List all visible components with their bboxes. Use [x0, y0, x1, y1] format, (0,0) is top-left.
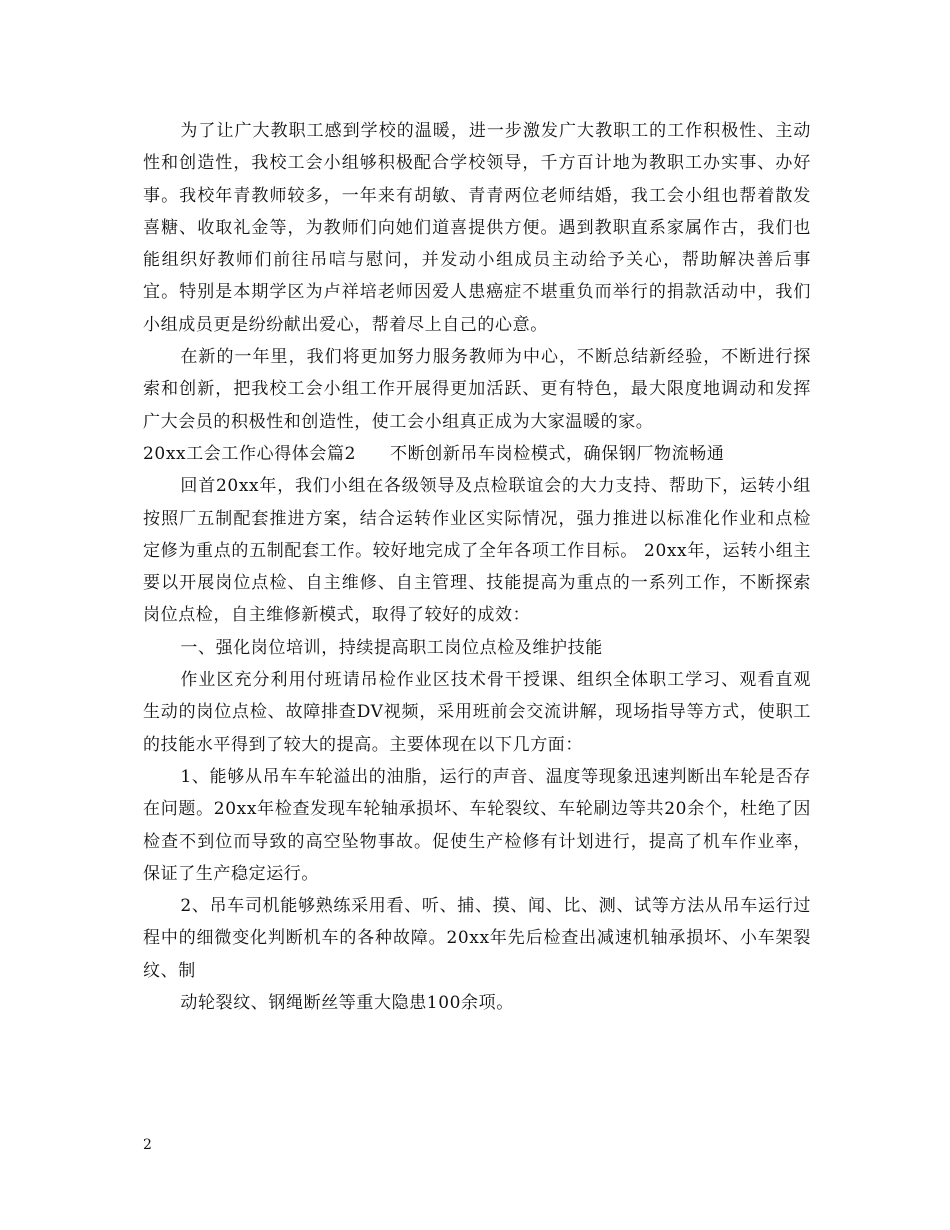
section-heading-subtitle: 不断创新吊车岗检模式，确保钢厂物流畅通	[390, 443, 725, 464]
paragraph-year-review: 回首20xx年，我们小组在各级领导及点检联谊会的大力支持、帮助下，运转小组按照厂五制配套推进方案，结合运转作业区实际情况，强力推进以标准化作业和点检定修为重点的五制配套工作。较好地完成了全年各项工作目标。 20xx年，运转小组主要以开展岗位点检、自主维修、自主管理、技能提高为重点的一系列工作，不断探索岗位点检，自主维修新模式，取得了较好的成效：	[143, 476, 811, 626]
paragraph-union-care: 为了让广大教职工感到学校的温暖，进一步激发广大教职工的工作积极性、主动性和创造性，我校工会小组够积极配合学校领导，千方百计地为教职工办实事、办好事。我校年青教师较多，一年来有胡敏、青青两位老师结婚，我工会小组也帮着散发喜糖、收取礼金等，为教师们向她们道喜提供方便。遇到教职直系家属作古，我们也能组织好教师们前往吊唁与慰问，并发动小组成员主动给予关心，帮助解决善后事宜。特别是本期学区为卢祥培老师因爱人患癌症不堪重负而举行的捐款活动中，我们小组成员更是纷纷献出爱心，帮着尽上自己的心意。	[143, 121, 811, 335]
paragraph-training: 作业区充分利用付班请吊检作业区技术骨干授课、组织全体职工学习、观看直观生动的岗位点检、故障排查DV视频，采用班前会交流讲解，现场指导等方式，使职工的技能水平得到了较大的提高。主要体现在以下几方面：	[143, 670, 811, 755]
page-number: 2	[143, 1137, 152, 1153]
paragraph-item-1: 1、能够从吊车车轮溢出的油脂，运行的声音、温度等现象迅速判断出车轮是否存在问题。20xx年检查发现车轮轴承损坏、车轮裂纹、车轮刷边等共20余个，杜绝了因检查不到位而导致的高空坠物事故。促使生产检修有计划进行，提高了机车作业率，保证了生产稳定运行。	[143, 766, 811, 884]
paragraph-new-year-plan: 在新的一年里，我们将更加努力服务教师为中心，不断总结新经验，不断进行探索和创新，把我校工会小组工作开展得更加活跃、更有特色，最大限度地调动和发挥广大会员的积极性和创造性，使工会小组真正成为大家温暖的家。	[143, 347, 811, 432]
document-body	[143, 115, 811, 1019]
section-heading	[143, 438, 811, 470]
paragraph-section-one-title: 一、强化岗位培训，持续提高职工岗位点检及维护技能	[180, 637, 603, 658]
section-heading-title: 20xx工会工作心得体会篇2	[143, 443, 357, 464]
paragraph-item-2: 2、吊车司机能够熟练采用看、听、捕、摸、闻、比、测、试等方法从吊车运行过程中的细微变化判断机车的各种故障。20xx年先后检查出减速机轴承损坏、小车架裂纹、制	[143, 896, 811, 981]
paragraph-item-2-continued: 动轮裂纹、钢绳断丝等重大隐患100余项。	[180, 993, 514, 1014]
